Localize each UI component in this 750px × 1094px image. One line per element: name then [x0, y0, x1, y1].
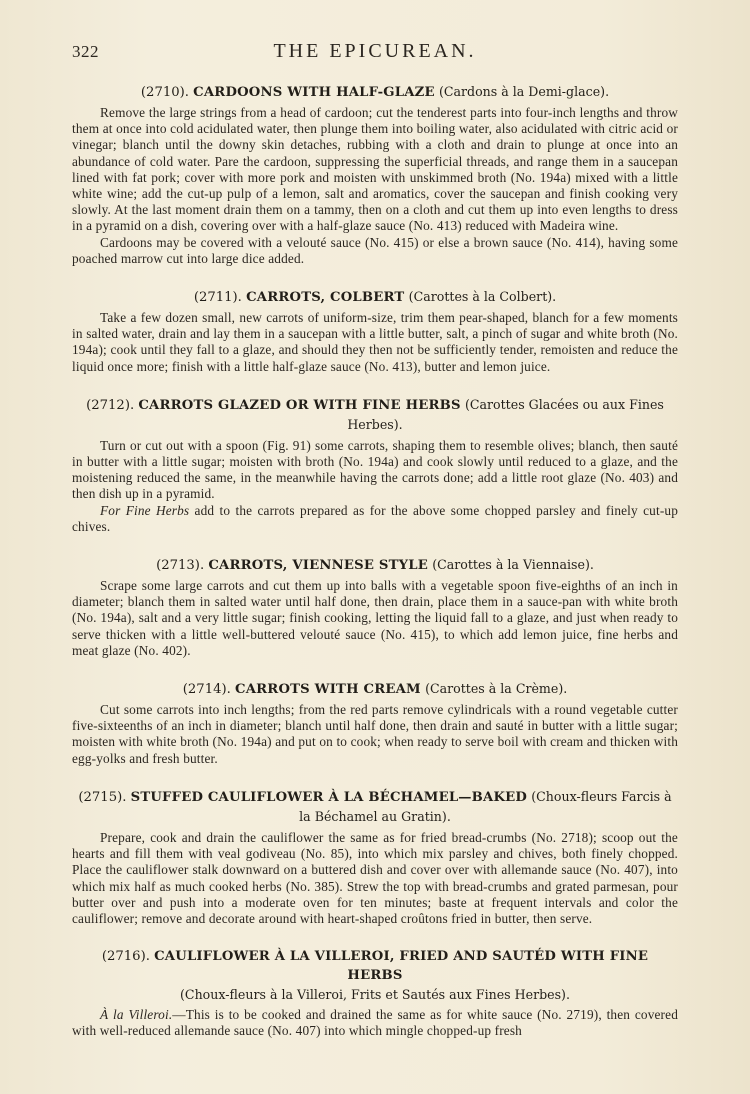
recipe-number: (2715). — [78, 789, 127, 805]
recipe-french-title: (Carottes à la Viennaise). — [432, 557, 594, 573]
recipe-title: CARROTS GLAZED OR WITH FINE HERBS — [138, 397, 461, 413]
recipe-2712 — [72, 395, 678, 535]
recipe-heading — [72, 555, 678, 575]
recipe-paragraph: Scrape some large carrots and cut them up into balls with a vegetable spoon five-eighths of an inch in diameter; blanch them in salted water until half done, then drain, place them in a sauce-pan with white broth (No. 194a), salt and a very little sugar; finish cooking, letting the liquid fall to a glaze, and just when ready to serve thicken with a little well-buttered velouté sauce (No. 415), to which add lemon juice, fine herbs and meat glaze (No. 402). — [72, 578, 678, 658]
recipe-number: (2714). — [182, 682, 231, 698]
recipe-heading — [72, 787, 678, 827]
recipe-title: STUFFED CAULIFLOWER À LA BÉCHAMEL—BAKED — [130, 789, 528, 805]
recipe-number: (2713). — [156, 558, 205, 574]
page-header — [72, 40, 678, 64]
recipe-2716 — [72, 947, 678, 1039]
recipe-2711 — [72, 287, 678, 375]
recipe-title: CARROTS, COLBERT — [246, 290, 405, 306]
recipe-french-title: (Carottes à la Crème). — [425, 681, 568, 697]
recipe-french-title: (Cardons à la Demi-glace). — [438, 84, 610, 99]
paragraph-text: —This is to be cooked and drained the same as for white sauce (No. 2719), then covered with well-reduced allemande sauce (No. 407) into which mingle chopped-up fresh — [72, 1007, 678, 1039]
recipe-paragraph: Remove the large strings from a head of cardoon; cut the tenderest parts into four-inch lengths and throw them at once into cold acidulated water, then plunge them into boiling water, also acidulated with citric acid or vinegar; blanch until the downy skin detaches, rubbing with a cloth and drain to plunge at once into an abundance of cold water. Pare the cardoon, suppressing the superficial threads, and range them in a saucepan lined with fat pork; cover with more pork and moisten with unskimmed broth (No. 194a) mixed with a little white wine; add the cut-up pulp of a lemon, salt and aromatics, cover the saucepan and finish cooking very slowly. At the last moment drain them on a tammy, then on a cloth and cut them up into even lengths to dress in a pyramid on a dish, covering over with a half-glaze sauce (No. 413) reduced with Madeira wine. — [72, 105, 678, 234]
recipe-number: (2712). — [86, 397, 135, 413]
recipe-french-title: (Choux-fleurs à la Villeroi, Frits et Sautés aux Fines Herbes). — [180, 987, 570, 1003]
recipe-paragraph — [72, 1007, 678, 1039]
recipe-title: CARROTS, VIENNESE STYLE — [208, 558, 428, 574]
page-content — [72, 82, 678, 1060]
recipe-2713 — [72, 555, 678, 659]
italic-lead: À la Villeroi. — [100, 1007, 173, 1023]
recipe-number: (2710). — [140, 85, 189, 100]
recipe-heading — [72, 679, 678, 699]
italic-lead: For Fine Herbs — [100, 502, 190, 518]
recipe-paragraph: Cardoons may be covered with a velouté sauce (No. 415) or else a brown sauce (No. 414), having some poached marrow cut into large dice added. — [72, 234, 678, 266]
recipe-title: CARDOONS WITH HALF-GLAZE — [193, 85, 435, 100]
recipe-paragraph: Cut some carrots into inch lengths; from the red parts remove cylindricals with a round vegetable cutter five-sixteenths of an inch in diameter; blanch until half done, then drain and sauté in butter with a little sugar; moisten with white broth (No. 194a) and put on to cook; when ready to serve boil with cream and thicken with egg-yolks and fresh butter. — [72, 702, 678, 766]
recipe-2710 — [72, 82, 678, 267]
recipe-2715 — [72, 787, 678, 927]
recipe-2714 — [72, 679, 678, 767]
recipe-paragraph: Prepare, cook and drain the cauliflower the same as for fried bread-crumbs (No. 2718); scoop out the hearts and fill them with veal godiveau (No. 85), into which mix parsley and chives, both finely chopped. Place the cauliflower stalk downward on a buttered dish and cover over with allemande sauce (No. 407), into which mix half as much cooked herbs (No. 385). Strew the top with bread-crumbs and grated parmesan, pour butter over and push into a moderate oven for ten minutes; baste at frequent intervals and color the cauliflower; remove and decorate around with heart-shaped croûtons fried in butter, then serve. — [72, 829, 678, 926]
page-number: 322 — [72, 42, 99, 61]
paragraph-text: add to the carrots prepared as for the above some chopped parsley and finely cut-up chives. — [72, 502, 678, 534]
recipe-heading — [72, 947, 678, 1004]
recipe-number: (2711). — [193, 290, 242, 306]
recipe-french-title: (Carottes Glacées ou aux Fines Herbes). — [347, 396, 664, 432]
running-title: THE EPICUREAN. — [273, 40, 477, 62]
recipe-title: CAULIFLOWER À LA VILLEROI, FRIED AND SAUTÉD WITH FINE HERBS — [154, 949, 649, 984]
recipe-french-title: (Choux-fleurs Farcis à la Béchamel au Gratin). — [299, 788, 672, 824]
recipe-title: CARROTS WITH CREAM — [235, 682, 421, 698]
recipe-number: (2716). — [101, 949, 150, 965]
recipe-heading — [72, 395, 678, 435]
recipe-heading — [72, 287, 678, 307]
recipe-heading — [72, 82, 678, 102]
recipe-paragraph — [72, 503, 678, 535]
recipe-paragraph: Turn or cut out with a spoon (Fig. 91) some carrots, shaping them to resemble olives; blanch, then sauté in butter with a little sugar; moisten with broth (No. 194a) and cook slowly until reduced to a glaze, and the moistening reduced the same, in the meanwhile having the carrots done; add a little root glaze (No. 403) and then dish up in a pyramid. — [72, 437, 678, 502]
recipe-paragraph: Take a few dozen small, new carrots of uniform-size, trim them pear-shaped, blanch for a few moments in salted water, drain and lay them in a saucepan with a little butter, salt, a pinch of sugar and white broth (No. 194a); cook until they fall to a glaze, and should they then not be sufficiently tender, remoisten and reduce the liquid once more; finish with a little half-glaze sauce (No. 413), butter and lemon juice. — [72, 310, 678, 374]
recipe-french-title: (Carottes à la Colbert). — [408, 289, 557, 305]
